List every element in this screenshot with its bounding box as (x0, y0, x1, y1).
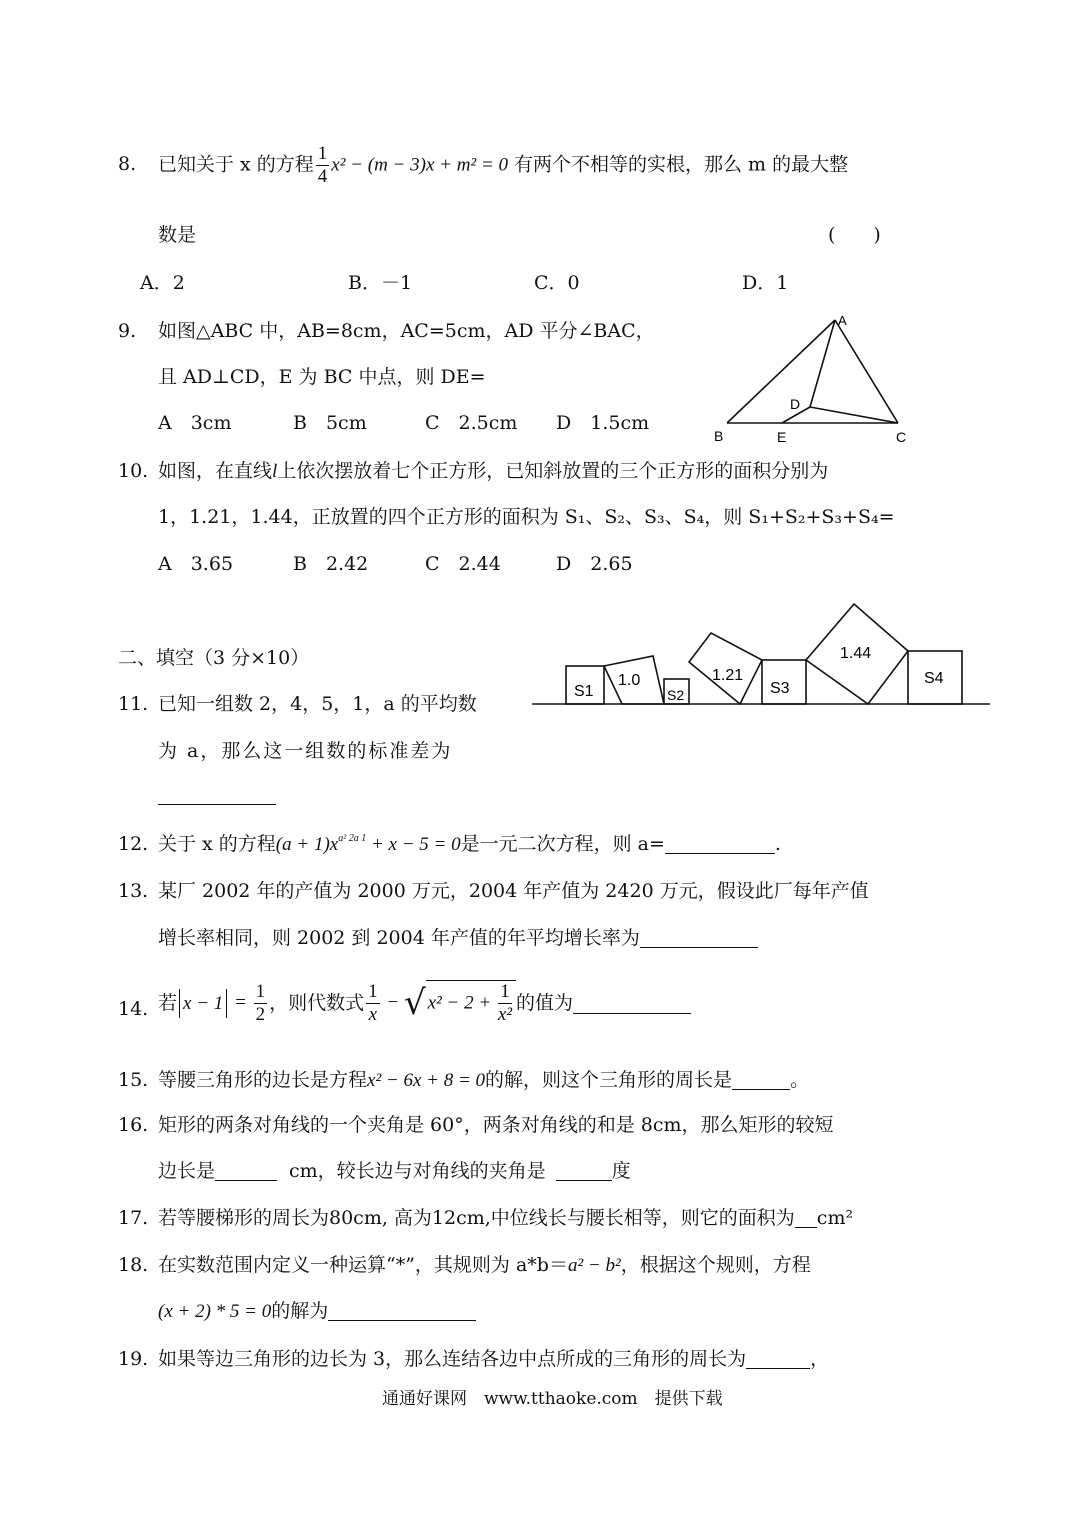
q8-line2: 数是 (158, 224, 197, 246)
q14-rad-frac (498, 981, 512, 1026)
q10-label-1-0: 1.0 (618, 672, 641, 689)
q14-answer-blank (573, 993, 691, 1014)
q14-radicand (426, 980, 516, 1026)
q14-stem (158, 980, 691, 1026)
q12-stem (158, 831, 781, 858)
q12-text-post: 是一元二次方程，则 a= (460, 833, 665, 855)
q10-line1 (158, 458, 828, 485)
q19-stem (158, 1346, 829, 1372)
q14-pre: 若 (158, 992, 178, 1014)
q8-text-post: 有两个不相等的实根，那么 m 的最大整 (507, 153, 849, 176)
q12-text-pre: 关于 x 的方程 (158, 833, 276, 855)
page-footer: 通通好课网 www.tthaoke.com 提供下载 (382, 1389, 723, 1409)
q13-line2-text: 增长率相同，则 2002 到 2004 年产值的年平均增长率为 (158, 927, 640, 949)
q15-post: 的解，则这个三角形的周长是 (485, 1069, 733, 1091)
q19-end: ， (810, 1348, 830, 1370)
q16-line2-b: cm，较长边与对角线的夹角是 (289, 1160, 546, 1182)
q16-line2 (158, 1158, 631, 1184)
q9-option-c: C 2.5cm (425, 412, 518, 434)
q8-number: 8. (118, 153, 137, 175)
q8-equation: x² − (m − 3)x + m² = 0 (331, 154, 508, 176)
q16-line2-a: 边长是 (158, 1160, 216, 1182)
q8-option-b: B．－1 (348, 272, 413, 294)
q10-label-1-44: 1.44 (840, 645, 872, 662)
q14-radicand-a: x² − 2 + (427, 992, 496, 1014)
q10-option-b: B 2.42 (293, 553, 369, 575)
q9-line2: 且 AD⊥CD，E 为 BC 中点，则 DE= (158, 366, 486, 388)
q14-half-den: 2 (255, 1003, 266, 1025)
q14-fx-num: 1 (368, 980, 378, 1002)
q14-radical-sign: √ (403, 983, 426, 1023)
q17-number: 17. (118, 1207, 149, 1229)
q14-number: 14. (118, 998, 149, 1020)
q14-half-num: 1 (255, 980, 266, 1002)
q10-option-c: C 2.44 (425, 553, 501, 575)
q14-abs (179, 989, 227, 1018)
q13-answer-blank (640, 927, 758, 948)
q9-triangle-figure (700, 305, 925, 450)
q8-option-d: D．1 (742, 272, 789, 294)
q18-line1-b: ，根据这个规则，方程 (620, 1254, 811, 1276)
q16-answer-blank-1 (215, 1160, 277, 1181)
q10-line1-b: 上依次摆放着七个正方形，已知斜放置的三个正方形的面积分别为 (277, 460, 829, 482)
q18-line1-a: 在实数范围内定义一种运算“*”，其规则为 a*b＝ (158, 1254, 568, 1276)
q12-eq-exponent: a² 2a 1 (338, 833, 367, 844)
q9-number: 9. (118, 320, 137, 342)
q17-answer-blank (795, 1207, 817, 1228)
q10-label-1-21: 1.21 (712, 667, 744, 684)
q11-line2: 为 a，那么这一组数的标准差为 (158, 740, 453, 762)
q14-rad-frac-num: 1 (498, 981, 512, 1004)
q12-eq-rest: + x − 5 = 0 (366, 834, 461, 855)
q19-text: 如果等边三角形的边长为 3，那么连结各边中点所成的三角形的周长为 (158, 1348, 747, 1370)
q18-line1 (158, 1252, 811, 1279)
q13-line2 (158, 925, 758, 951)
q17-stem (158, 1205, 853, 1231)
q14-half (254, 981, 268, 1026)
q15-pre: 等腰三角形的边长是方程 (158, 1069, 368, 1091)
q15-end: 。 (790, 1069, 810, 1091)
q8-stem (158, 143, 848, 188)
q18-line1-eq: a² − b² (567, 1255, 621, 1276)
q14-mid: ，则代数式 (269, 992, 365, 1014)
q10-label-s3: S3 (770, 680, 790, 697)
q8-text-pre: 已知关于 x 的方程 (158, 153, 314, 176)
q8-answer-paren: ( ) (828, 224, 881, 246)
q16-line2-c: 度 (611, 1160, 631, 1182)
q14-rad-frac-den: x² (497, 1004, 513, 1025)
q14-post: 的值为 (516, 992, 574, 1014)
q19-answer-blank (746, 1348, 810, 1369)
q8-frac-numerator: 1 (317, 143, 328, 164)
section-2-title: 二、填空（3 分×10） (118, 647, 310, 669)
q18-line2-b: 的解为 (271, 1300, 329, 1322)
q10-line1-a: 如图，在直线 (158, 460, 273, 482)
q14-one-over-x (366, 981, 380, 1026)
q14-fx-den: x (368, 1003, 378, 1025)
q14-eq: = (229, 992, 252, 1013)
q9-label-b: B (714, 428, 724, 444)
q15-number: 15. (118, 1069, 149, 1091)
q9-label-d: D (790, 396, 801, 412)
q15-stem (158, 1067, 809, 1094)
q12-answer-blank (665, 833, 775, 854)
q18-answer-blank (328, 1300, 476, 1321)
q16-answer-blank-2 (556, 1160, 612, 1181)
q8-fraction (316, 143, 330, 188)
q18-line2-eq: (x + 2) * 5 = 0 (158, 1301, 272, 1322)
q10-line-l: l (272, 461, 278, 482)
q10-label-s4: S4 (924, 670, 944, 687)
q11-line1: 已知一组数 2，4，5，1，a 的平均数 (158, 693, 477, 715)
q10-squares-figure (530, 598, 995, 710)
q18-number: 18. (118, 1254, 149, 1276)
q19-number: 19. (118, 1348, 149, 1370)
q9-label-c: C (896, 429, 907, 445)
q15-answer-blank (732, 1069, 790, 1090)
q9-option-a: A 3cm (158, 412, 232, 434)
q12-number: 12. (118, 833, 149, 855)
q12-end: . (774, 833, 781, 855)
q8-option-a: A．2 (140, 272, 185, 294)
q17-unit: cm² (816, 1207, 854, 1229)
q10-number: 10. (118, 460, 149, 482)
q8-option-c: C．0 (534, 272, 580, 294)
q9-option-d: D 1.5cm (556, 412, 650, 434)
q13-line1: 某厂 2002 年的产值为 2000 万元，2004 年产值为 2420 万元，假设此厂每年产值 (158, 880, 869, 902)
q15-eq: x² − 6x + 8 = 0 (367, 1070, 486, 1091)
q9-label-e: E (777, 429, 787, 445)
q9-line1: 如图△ABC 中，AB=8cm，AC=5cm，AD 平分∠BAC， (158, 320, 655, 342)
q9-option-b: B 5cm (293, 412, 367, 434)
q17-text: 若等腰梯形的周长为80cm, 高为12cm,中位线长与腰长相等，则它的面积为 (158, 1207, 795, 1229)
q18-line2 (158, 1298, 476, 1325)
q8-frac-denominator: 4 (317, 166, 328, 187)
q16-number: 16. (118, 1114, 149, 1136)
q13-number: 13. (118, 880, 149, 902)
q10-label-s1: S1 (574, 683, 594, 700)
q10-option-d: D 2.65 (556, 553, 633, 575)
q10-label-s2: S2 (667, 687, 685, 703)
q12-eq-base: (a + 1)x (275, 834, 339, 855)
q9-label-a: A (838, 313, 847, 328)
q11-answer-blank (158, 784, 276, 805)
q14-minus: − (381, 992, 404, 1013)
q16-line1: 矩形的两条对角线的一个夹角是 60°，两条对角线的和是 8cm，那么矩形的较短 (158, 1114, 834, 1136)
q10-line2: 1，1.21，1.44，正放置的四个正方形的面积为 S₁、S₂、S₃、S₄，则 S₁+S₂+S₃+S₄= (158, 506, 895, 528)
q11-number: 11. (118, 693, 149, 715)
q14-abs-content: x − 1 (183, 992, 224, 1014)
q10-option-a: A 3.65 (158, 553, 234, 575)
